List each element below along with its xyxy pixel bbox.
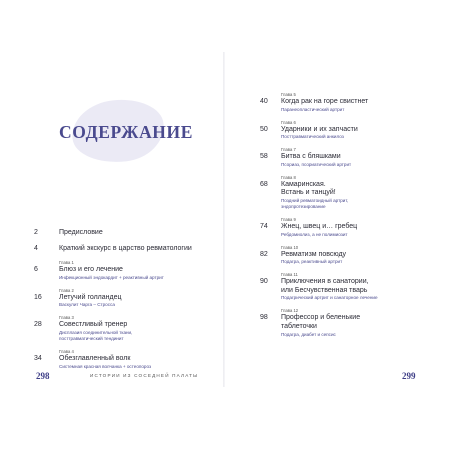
page-number-left: 298: [36, 371, 50, 381]
book-gutter: [223, 52, 225, 387]
toc-entry-title: Ударники и их запчасти: [281, 125, 358, 133]
toc-entry-title: Камаринская.: [281, 180, 326, 188]
chapter-label: Глава 5: [281, 92, 296, 97]
running-head: ИСТОРИИ ИЗ СОСЕДНЕЙ ПАЛАТЫ: [90, 373, 199, 378]
toc-entry-title: или Бесчувственная тварь: [281, 286, 368, 294]
toc-entry-subtitle: Подагра, реактивный артрит: [281, 259, 343, 265]
toc-page-number: 2: [34, 229, 38, 236]
toc-entry-subtitle: Васкулит Чарга – Стросса: [59, 302, 115, 308]
toc-entry-subtitle: эндопротезирование: [281, 204, 326, 209]
toc-entry-title: Битва с бляшками: [281, 153, 341, 161]
toc-entry-title: Блюз и его лечение: [59, 266, 123, 274]
toc-page-number: 28: [34, 321, 42, 329]
toc-page-number: 40: [260, 98, 268, 105]
toc-entry-subtitle: Посттравматический анкилоз: [281, 134, 344, 140]
chapter-label: Глава 9: [281, 217, 296, 222]
page-number-right: 299: [402, 371, 416, 381]
toc-entry-subtitle: Подагра, диабет и сепсис: [281, 331, 336, 337]
toc-entry-title: Краткий экскурс в царство ревматологии: [59, 244, 192, 252]
toc-entry-title: Профессор и беленькие: [281, 314, 361, 322]
toc-entry-subtitle: Дисплазия соединительной ткани,: [59, 330, 133, 335]
toc-page-number: 4: [34, 244, 38, 252]
toc-entry-subtitle: Поздний ревматоидный артрит,: [281, 198, 349, 203]
toc-entry-title: Когда рак на горе свистнет: [281, 98, 369, 105]
toc-page-number: 68: [260, 180, 268, 188]
chapter-label: Глава 12: [281, 308, 299, 314]
toc-page-number: 16: [34, 293, 42, 301]
chapter-label: Глава 3: [59, 315, 74, 321]
chapter-label: Глава 2: [59, 287, 74, 293]
toc-entry-title: Обезглавленный волк: [59, 355, 131, 362]
toc-page-number: 6: [34, 266, 38, 274]
toc-entry-subtitle: Ребдомиолиз, а не полимиозит: [281, 231, 348, 237]
toc-entry-title: Предисловие: [59, 229, 103, 236]
toc-entry-subtitle: Паранеопластический артрит: [281, 106, 345, 112]
chapter-label: Глава 10: [281, 244, 299, 250]
toc-page-number: 50: [260, 125, 268, 133]
toc-entry-title: Приключения в санатории,: [281, 278, 369, 286]
toc-entry-title: таблеточки: [281, 323, 317, 330]
toc-entry-title: Встань и танцуй!: [281, 189, 336, 197]
toc-page-number: 98: [260, 314, 268, 322]
chapter-label: Глава 6: [281, 119, 296, 125]
toc-entry-subtitle: Инфекционный эндокардит + реактивный артрит: [59, 274, 164, 280]
toc-entry-title: Совестливый тренер: [59, 321, 128, 329]
toc-entry-subtitle: Псориаз, псориатический артрит: [281, 161, 352, 167]
toc-entry-subtitle: Подагрический артрит и санаторное лечение: [281, 295, 378, 301]
toc-page-number: 34: [34, 355, 42, 362]
toc-entry-title: Летучий голландец: [59, 293, 122, 301]
chapter-label: Глава 8: [281, 174, 296, 180]
toc-entry-title: Жнец, швец и… гребец: [281, 223, 358, 230]
toc-page-number: 82: [260, 250, 268, 258]
chapter-label: Глава 1: [59, 260, 74, 266]
chapter-label: Глава 7: [281, 147, 296, 153]
contents-title: СОДЕРЖАНИЕ: [59, 122, 194, 142]
chapter-label: Глава 11: [281, 272, 298, 278]
toc-page-number: 74: [260, 223, 268, 230]
toc-entry-title: Ревматизм повсюду: [281, 250, 347, 258]
toc-page-number: 58: [260, 153, 268, 161]
toc-entry-subtitle: Системная красная волчанка + остеопороз: [59, 363, 152, 369]
toc-page-number: 90: [260, 278, 268, 286]
toc-entry-subtitle: посттравматический тендинит: [59, 336, 124, 341]
chapter-label: Глава 4: [59, 349, 74, 354]
